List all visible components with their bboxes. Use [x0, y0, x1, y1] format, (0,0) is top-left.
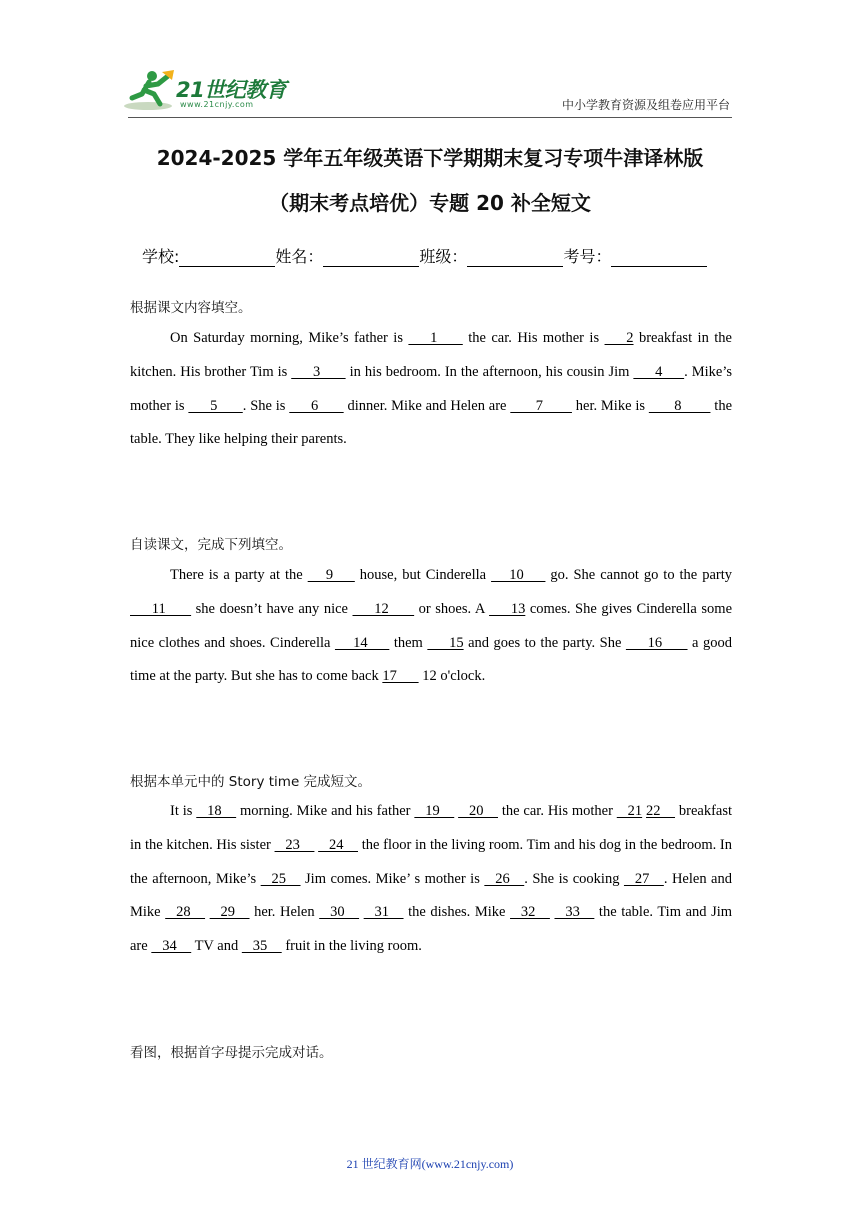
answer-blank[interactable]: 17 [382, 668, 419, 685]
answer-blank[interactable]: 33 [554, 904, 595, 921]
passage-text: comes. She gives Cinderella some nice clothes and shoes. Cinderella [130, 600, 732, 651]
passage-text: the car. His mother [497, 803, 617, 819]
answer-blank[interactable]: 11 [130, 600, 192, 617]
answer-blank[interactable]: 1 [408, 330, 463, 346]
school-field[interactable] [142, 244, 275, 267]
logo-url: www.21cnjy.com [180, 100, 254, 109]
passage-text: breakfast in the kitchen. His brother Tim is [130, 330, 732, 380]
passage-text: and goes to the party. She [463, 634, 626, 651]
section3-passage [130, 795, 732, 964]
passage-text: house, but Cinderella [354, 567, 492, 583]
answer-blank[interactable]: 8 [648, 397, 711, 414]
answer-blank[interactable]: 35 [241, 938, 282, 955]
passage-text: fruit in the living room. [281, 938, 422, 955]
answer-blank[interactable]: 32 [510, 904, 550, 921]
answer-blank[interactable]: 26 [484, 870, 525, 887]
runner-icon [122, 68, 178, 114]
answer-blank[interactable]: 31 [363, 904, 404, 921]
answer-blank[interactable]: 9 [307, 567, 355, 583]
number-field[interactable] [563, 244, 707, 267]
answer-blank[interactable]: 29 [209, 904, 250, 921]
answer-blank[interactable]: 28 [165, 904, 206, 921]
answer-blank[interactable]: 10 [491, 567, 546, 583]
answer-blank[interactable]: 7 [510, 397, 572, 414]
answer-blank[interactable]: 24 [318, 836, 358, 853]
answer-blank[interactable]: 13 [489, 600, 526, 617]
class-field[interactable] [419, 244, 563, 267]
passage-text: the car. His mother is [462, 330, 605, 346]
answer-blank[interactable]: 14 [334, 634, 390, 651]
passage-text: . She is [242, 397, 290, 414]
answer-blank[interactable]: 21 [616, 803, 643, 819]
answer-blank[interactable]: 18 [196, 803, 237, 819]
passage-text: or shoes. A [414, 600, 490, 617]
passage-text: It is [170, 803, 197, 819]
number-label: 考号： [563, 247, 612, 266]
passage-text: Jim comes. Mike’ s mother is [300, 870, 485, 887]
footer-source: 21 世纪教育网(www.21cnjy.com) [346, 1157, 514, 1171]
passage-text: a good time at the party. But she has to come back [130, 634, 732, 685]
answer-blank[interactable]: 27 [623, 870, 664, 887]
answer-blank[interactable]: 2 [604, 330, 634, 346]
passage-text: in his bedroom. In the afternoon, his cousin Jim [345, 363, 634, 380]
passage-text: . Mike’s mother is [130, 363, 732, 414]
passage-text: go. She cannot go to the party [545, 567, 733, 583]
answer-blank[interactable]: 5 [188, 397, 243, 414]
answer-blank[interactable]: 16 [625, 634, 688, 651]
page-title: 2024-2025 学年五年级英语下学期期末复习专项牛津译林版 [156, 146, 704, 170]
passage-text: them [389, 634, 428, 651]
passage-text: . She is cooking [524, 870, 624, 887]
passage-text: her. Helen [249, 904, 320, 921]
header-divider [128, 117, 732, 118]
answer-blank[interactable]: 4 [633, 363, 685, 380]
school-label: 学校: [142, 247, 180, 266]
passage-text: the floor in the living room. Tim and his dog in the bedroom. In the afternoon, Mike’s [130, 836, 733, 887]
answer-blank[interactable]: 6 [289, 397, 344, 414]
section2-instruction: 自读课文，完成下列填空。 [130, 537, 292, 553]
answer-blank[interactable]: 22 [646, 803, 676, 819]
student-info-line [142, 244, 707, 267]
passage-text: 12 o'clock. [418, 668, 486, 685]
answer-blank[interactable]: 12 [352, 600, 415, 617]
answer-blank[interactable]: 30 [319, 904, 360, 921]
section2-passage [130, 559, 732, 694]
answer-blank[interactable]: 25 [260, 870, 301, 887]
class-blank[interactable] [467, 248, 563, 267]
passage-text: breakfast in the kitchen. His sister [130, 803, 733, 853]
passage-text: the table. They like helping their parents. [130, 397, 733, 448]
name-blank[interactable] [323, 248, 419, 267]
passage-text: the dishes. Mike [403, 904, 511, 921]
platform-label: 中小学教育资源及组卷应用平台 [561, 98, 730, 112]
section4-instruction: 看图，根据首字母提示完成对话。 [130, 1045, 333, 1061]
passage-text: On Saturday morning, Mike’s father is [170, 330, 409, 346]
passage-text: There is a party at the [170, 567, 308, 583]
passage-text: morning. Mike and his father [236, 803, 415, 819]
answer-blank[interactable]: 3 [291, 363, 346, 380]
class-label: 班级： [419, 247, 468, 266]
section3-instruction: 根据本单元中的 Story time 完成短文。 [130, 774, 372, 790]
passage-text: dinner. Mike and Helen are [343, 397, 511, 414]
logo-text: 21世纪教育 [176, 78, 287, 102]
brand-logo [122, 68, 292, 114]
answer-blank[interactable]: 23 [274, 836, 315, 853]
passage-text: the table. Tim and Jim are [130, 904, 733, 955]
passage-text: her. Mike is [571, 397, 649, 414]
page-subtitle: （期末考点培优）专题 20 补全短文 [269, 191, 591, 215]
answer-blank[interactable]: 15 [427, 634, 464, 651]
answer-blank[interactable]: 19 [414, 803, 455, 819]
name-field[interactable] [275, 244, 419, 267]
passage-text: . Helen and Mike [130, 870, 732, 921]
number-blank[interactable] [611, 248, 707, 267]
school-blank[interactable] [179, 248, 275, 267]
section1-instruction: 根据课文内容填空。 [130, 300, 252, 316]
passage-text: TV and [191, 938, 242, 955]
name-label: 姓名： [275, 247, 324, 266]
answer-blank[interactable]: 20 [458, 803, 498, 819]
section1-passage [130, 322, 732, 457]
answer-blank[interactable]: 34 [151, 938, 192, 955]
passage-text: she doesn’t have any nice [191, 600, 353, 617]
